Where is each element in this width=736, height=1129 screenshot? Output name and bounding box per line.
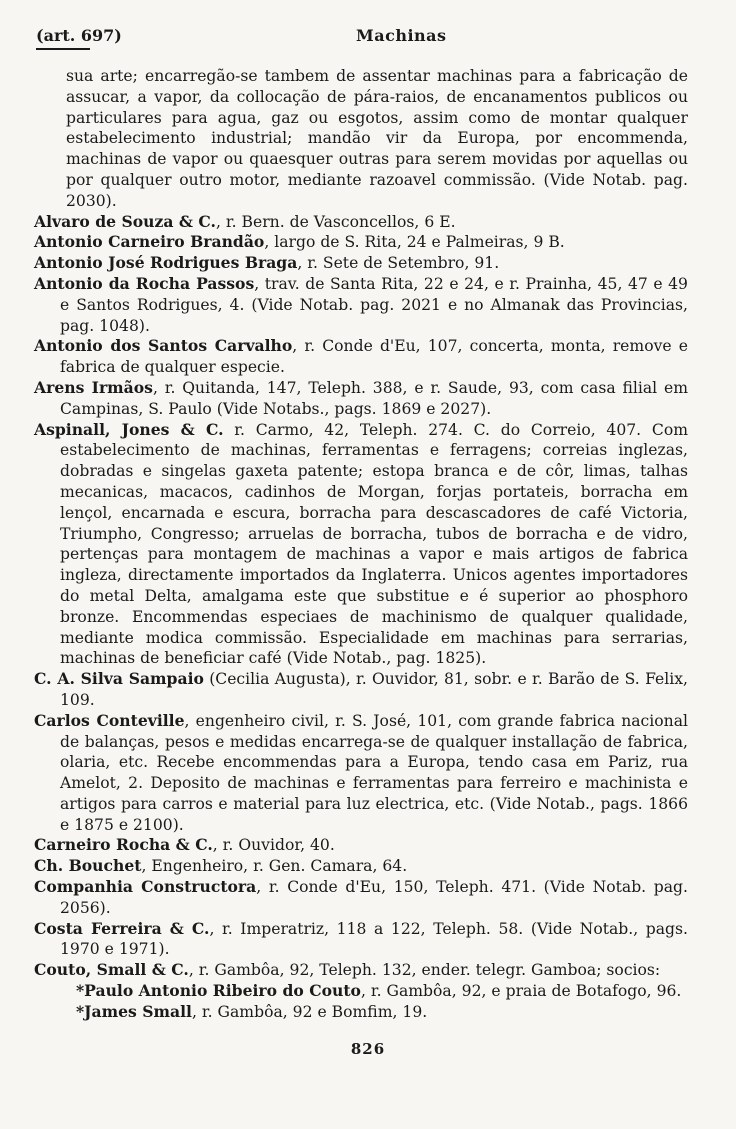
entry-details: , r. Gambôa, 92, Teleph. 132, ender. telegr. Gamboa; socios: [188,961,661,980]
entry-name: Antonio dos Santos Carvalho [34,336,293,356]
listing-entry [34,420,688,670]
entry-name: Antonio José Rodrigues Braga [34,253,298,273]
listing-subentry [34,1002,688,1023]
page-header [36,26,700,50]
listing-entry [34,378,688,420]
entry-details: , Engenheiro, r. Gen. Camara, 64. [141,857,408,876]
entry-name: Carlos Conteville [34,710,185,730]
listing-entry [34,877,688,919]
entry-name: Companhia Constructora [34,877,257,897]
listing-entry [34,212,688,233]
entry-name: Arens Irmãos [34,377,153,397]
entry-details: , r. Gambôa, 92, e praia de Botafogo, 96. [360,982,682,1001]
entry-details: , r. Sete de Setembro, 91. [297,254,500,273]
listing-entry [34,856,688,877]
entry-name: *James Small [76,1001,192,1021]
listing-entry [34,336,688,378]
listing-entry-continuation: sua arte; encarregão-se tambem de assentar machinas para a fabricação de assucar, a vapor, da collocação de pára-raios, de encanamentos publicos ou particulares para agua, gaz ou esgotos, assim como de montar qualquer estabelecimento industrial; mandão vir da Europa, por encommenda, machinas de vapor ou quaesquer outras para serem movidas por aquellas ou por qualquer outro motor, mediante razoavel commissão. (Vide Notab. pag. 2030). [66,67,688,210]
listing-entry [34,835,688,856]
entry-details: , r. Bern. de Vasconcellos, 6 E. [215,212,456,231]
entry-name: Couto, Small & C. [34,960,189,980]
entry-details: , r. Gambôa, 92 e Bomfim, 19. [191,1002,428,1021]
entry-details: , r. Conde d'Eu, 150, Teleph. 471. (Vide Notab. pag. 2056). [60,878,688,917]
entry-details: r. Carmo, 42, Teleph. 274. C. do Correio, 407. Com estabelecimento de machinas, ferramentas e ferragens; correias inglezas, dobradas e singelas gaxeta patente; estopa branca e de côr, limas, talhas mecanicas, macacos, cadinhos de Morgan, forjas portateis, borracha em lençol, encarnada e escura, borracha para descascadores de café Victoria, Triumpho, Congresso; arruelas de borracha, tubos de borracha e de vidro, pertenças para montagem de machinas a vapor e mais artigos de fabrica ingleza, directamente importados da Inglaterra. Unicos agentes importadores do metal Delta, amalgama este que substitue e é superior ao phosphoro bronze. Encommendas especiaes de machinismo de qualquer qualidade, mediante modica commissão. Especialidade em machinas para serrarias, machinas de beneficiar café (Vide Notab., pag. 1825). [60,420,688,668]
listing-entry [34,274,688,336]
listing-entry [34,232,688,253]
header-rule [36,48,90,50]
section-title: Machinas [356,26,447,45]
entry-name: Costa Ferreira & C. [34,918,210,938]
entry-name: Antonio da Rocha Passos [34,273,255,293]
listing-subentry [34,981,688,1002]
entry-name: Aspinall, Jones & C. [34,419,224,439]
entry-details: , r. Quitanda, 147, Teleph. 388, e r. Saude, 93, com casa filial em Campinas, S. Paulo (Vide Notabs., pags. 1869 e 2027). [60,378,688,418]
entry-details: , trav. de Santa Rita, 22 e 24, e r. Prainha, 45, 47 e 49 e Santos Rodrigues, 4. (Vide Notab. pag. 2021 e no Almanak das Provincias, pag. 1048). [60,274,688,335]
entry-name: Alvaro de Souza & C. [34,211,216,231]
entry-details: , r. Ouvidor, 40. [212,836,335,855]
entry-name: C. A. Silva Sampaio [34,669,204,689]
entry-details: , r. Imperatriz, 118 a 122, Teleph. 58. (Vide Notab., pags. 1970 e 1971). [60,919,688,959]
entry-name: Antonio Carneiro Brandão [34,232,265,252]
entry-name: *Paulo Antonio Ribeiro do Couto [76,981,361,1001]
listing-entry [34,669,688,711]
listing-entry [34,253,688,274]
entry-details: , largo de S. Rita, 24 e Palmeiras, 9 B. [264,233,565,252]
page-number: 826 [350,1040,386,1058]
listing-entry [34,919,688,961]
entry-details: (Cecilia Augusta), r. Ouvidor, 81, sobr. e r. Barão de S. Felix, 109. [60,670,688,709]
entry-name: Carneiro Rocha & C. [34,835,213,855]
listing-entry [34,960,688,981]
entry-details: , engenheiro civil, r. S. José, 101, com grande fabrica nacional de balanças, pesos e medidas encarrega-se de qualquer installação de fabrica, olaria, etc. Recebe encommendas para a Europa, tendo casa em Pariz, rua Amelot, 2. Deposito de machinas e ferramentas para ferreiro e machinista e artigos para carros e material para luz electrica, etc. (Vide Notab., pags. 1866 e 1875 e 2100). [60,711,688,834]
entry-name: Ch. Bouchet [34,856,142,876]
directory-listing [34,66,688,1023]
listing-entry [34,711,688,836]
entry-details: , r. Conde d'Eu, 107, concerta, monta, remove e fabrica de qualquer especie. [60,337,688,377]
article-number: (art. 697) [36,26,122,45]
